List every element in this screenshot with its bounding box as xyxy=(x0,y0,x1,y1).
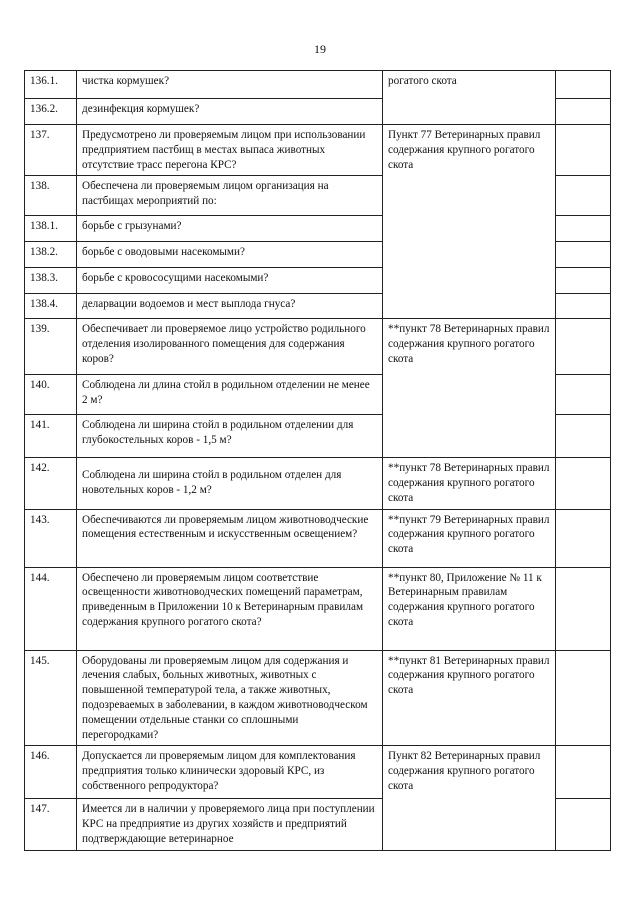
item-reference xyxy=(383,242,556,268)
item-reference xyxy=(383,799,556,850)
item-reference: **пункт 79 Ветеринарных правил содержания крупного рогатого скота xyxy=(383,509,556,567)
answer-cell[interactable] xyxy=(556,242,611,268)
item-reference xyxy=(383,99,556,125)
item-reference xyxy=(383,294,556,319)
item-question: Соблюдена ли ширина стойл в родильном отделении для глубокостельных коров - 1,5 м? xyxy=(77,415,383,458)
item-number: 145. xyxy=(25,650,77,746)
item-question: Имеется ли в наличии у проверяемого лица при поступлении КРС на предприятие из других хозяйств и предприятий подтверждающие ветеринарное xyxy=(77,799,383,850)
item-question: Обеспечено ли проверяемым лицом соответствие освещенности животноводческих помещений параметрам, приведенным в Приложении 10 к Ветеринарным правилам содержания крупного рогатого скота? xyxy=(77,567,383,650)
item-reference: **пункт 81 Ветеринарных правил содержания крупного рогатого скота xyxy=(383,650,556,746)
table-row xyxy=(25,319,611,375)
table-row xyxy=(25,509,611,567)
answer-cell[interactable] xyxy=(556,415,611,458)
item-question: Предусмотрено ли проверяемым лицом при использовании предприятием пастбищ в местах выпаса животных отсутствие трасс перегона КРС? xyxy=(77,125,383,176)
table-row xyxy=(25,99,611,125)
answer-cell[interactable] xyxy=(556,458,611,509)
item-number: 138.4. xyxy=(25,294,77,319)
answer-cell[interactable] xyxy=(556,294,611,319)
table-row xyxy=(25,268,611,294)
table-row xyxy=(25,650,611,746)
item-number: 147. xyxy=(25,799,77,850)
item-number: 137. xyxy=(25,125,77,176)
table-row xyxy=(25,746,611,799)
answer-cell[interactable] xyxy=(556,176,611,216)
item-number: 143. xyxy=(25,509,77,567)
item-number: 136.2. xyxy=(25,99,77,125)
item-reference: **пункт 80, Приложение № 11 к Ветеринарным правилам содержания крупного рогатого скота xyxy=(383,567,556,650)
item-number: 140. xyxy=(25,375,77,415)
item-question: Обеспечиваются ли проверяемым лицом животноводческие помещения естественным и искусственным освещением? xyxy=(77,509,383,567)
item-reference xyxy=(383,375,556,415)
item-number: 138.1. xyxy=(25,216,77,242)
item-question: дезинфекция кормушек? xyxy=(77,99,383,125)
item-question: Обеспечена ли проверяемым лицом организация на пастбищах мероприятий по: xyxy=(77,176,383,216)
item-question: Оборудованы ли проверяемым лицом для содержания и лечения слабых, больных животных, животных с повышенной температурой тела, а также животных, подозреваемых в заболевании, в каждом животноводческом помещении отдельные станки со сплошными перегородками? xyxy=(77,650,383,746)
answer-cell[interactable] xyxy=(556,375,611,415)
item-question: борьбе с грызунами? xyxy=(77,216,383,242)
page-number: 19 xyxy=(314,42,326,56)
item-question: Соблюдена ли ширина стойл в родильном отделен для новотельных коров - 1,2 м? xyxy=(77,458,383,509)
item-number: 136.1. xyxy=(25,71,77,99)
item-number: 144. xyxy=(25,567,77,650)
answer-cell[interactable] xyxy=(556,509,611,567)
item-number: 138.3. xyxy=(25,268,77,294)
table-row xyxy=(25,125,611,176)
item-reference: **пункт 78 Ветеринарных правил содержания крупного рогатого скота xyxy=(383,319,556,375)
item-question: Обеспечивает ли проверяемое лицо устройство родильного отделения изолированного помещения для содержания коров? xyxy=(77,319,383,375)
answer-cell[interactable] xyxy=(556,99,611,125)
answer-cell[interactable] xyxy=(556,567,611,650)
table-row xyxy=(25,242,611,268)
item-number: 142. xyxy=(25,458,77,509)
table-row xyxy=(25,799,611,850)
item-number: 138. xyxy=(25,176,77,216)
item-reference xyxy=(383,176,556,216)
table-row xyxy=(25,415,611,458)
item-number: 139. xyxy=(25,319,77,375)
item-number: 146. xyxy=(25,746,77,799)
item-number: 138.2. xyxy=(25,242,77,268)
item-question: борьбе с кровососущими насекомыми? xyxy=(77,268,383,294)
item-question: чистка кормушек? xyxy=(77,71,383,99)
item-reference: Пункт 77 Ветеринарных правил содержания крупного рогатого скота xyxy=(383,125,556,176)
answer-cell[interactable] xyxy=(556,799,611,850)
item-reference: Пункт 82 Ветеринарных правил содержания крупного рогатого скота xyxy=(383,746,556,799)
answer-cell[interactable] xyxy=(556,319,611,375)
item-question: борьбе с оводовыми насекомыми? xyxy=(77,242,383,268)
checklist-table xyxy=(24,70,611,851)
table-row xyxy=(25,458,611,509)
answer-cell[interactable] xyxy=(556,125,611,176)
item-number: 141. xyxy=(25,415,77,458)
item-question: деларвации водоемов и мест выплода гнуса? xyxy=(77,294,383,319)
item-question: Допускается ли проверяемым лицом для комплектования предприятия только клинически здоровый КРС, из собственного репродуктора? xyxy=(77,746,383,799)
answer-cell[interactable] xyxy=(556,268,611,294)
item-reference xyxy=(383,268,556,294)
answer-cell[interactable] xyxy=(556,650,611,746)
answer-cell[interactable] xyxy=(556,71,611,99)
item-question: Соблюдена ли длина стойл в родильном отделении не менее 2 м? xyxy=(77,375,383,415)
table-row xyxy=(25,375,611,415)
item-reference: рогатого скота xyxy=(383,71,556,99)
answer-cell[interactable] xyxy=(556,746,611,799)
table-row xyxy=(25,176,611,216)
table-row xyxy=(25,294,611,319)
item-reference: **пункт 78 Ветеринарных правил содержания крупного рогатого скота xyxy=(383,458,556,509)
table-row xyxy=(25,216,611,242)
answer-cell[interactable] xyxy=(556,216,611,242)
table-row xyxy=(25,71,611,99)
table-row xyxy=(25,567,611,650)
item-reference xyxy=(383,216,556,242)
item-reference xyxy=(383,415,556,458)
